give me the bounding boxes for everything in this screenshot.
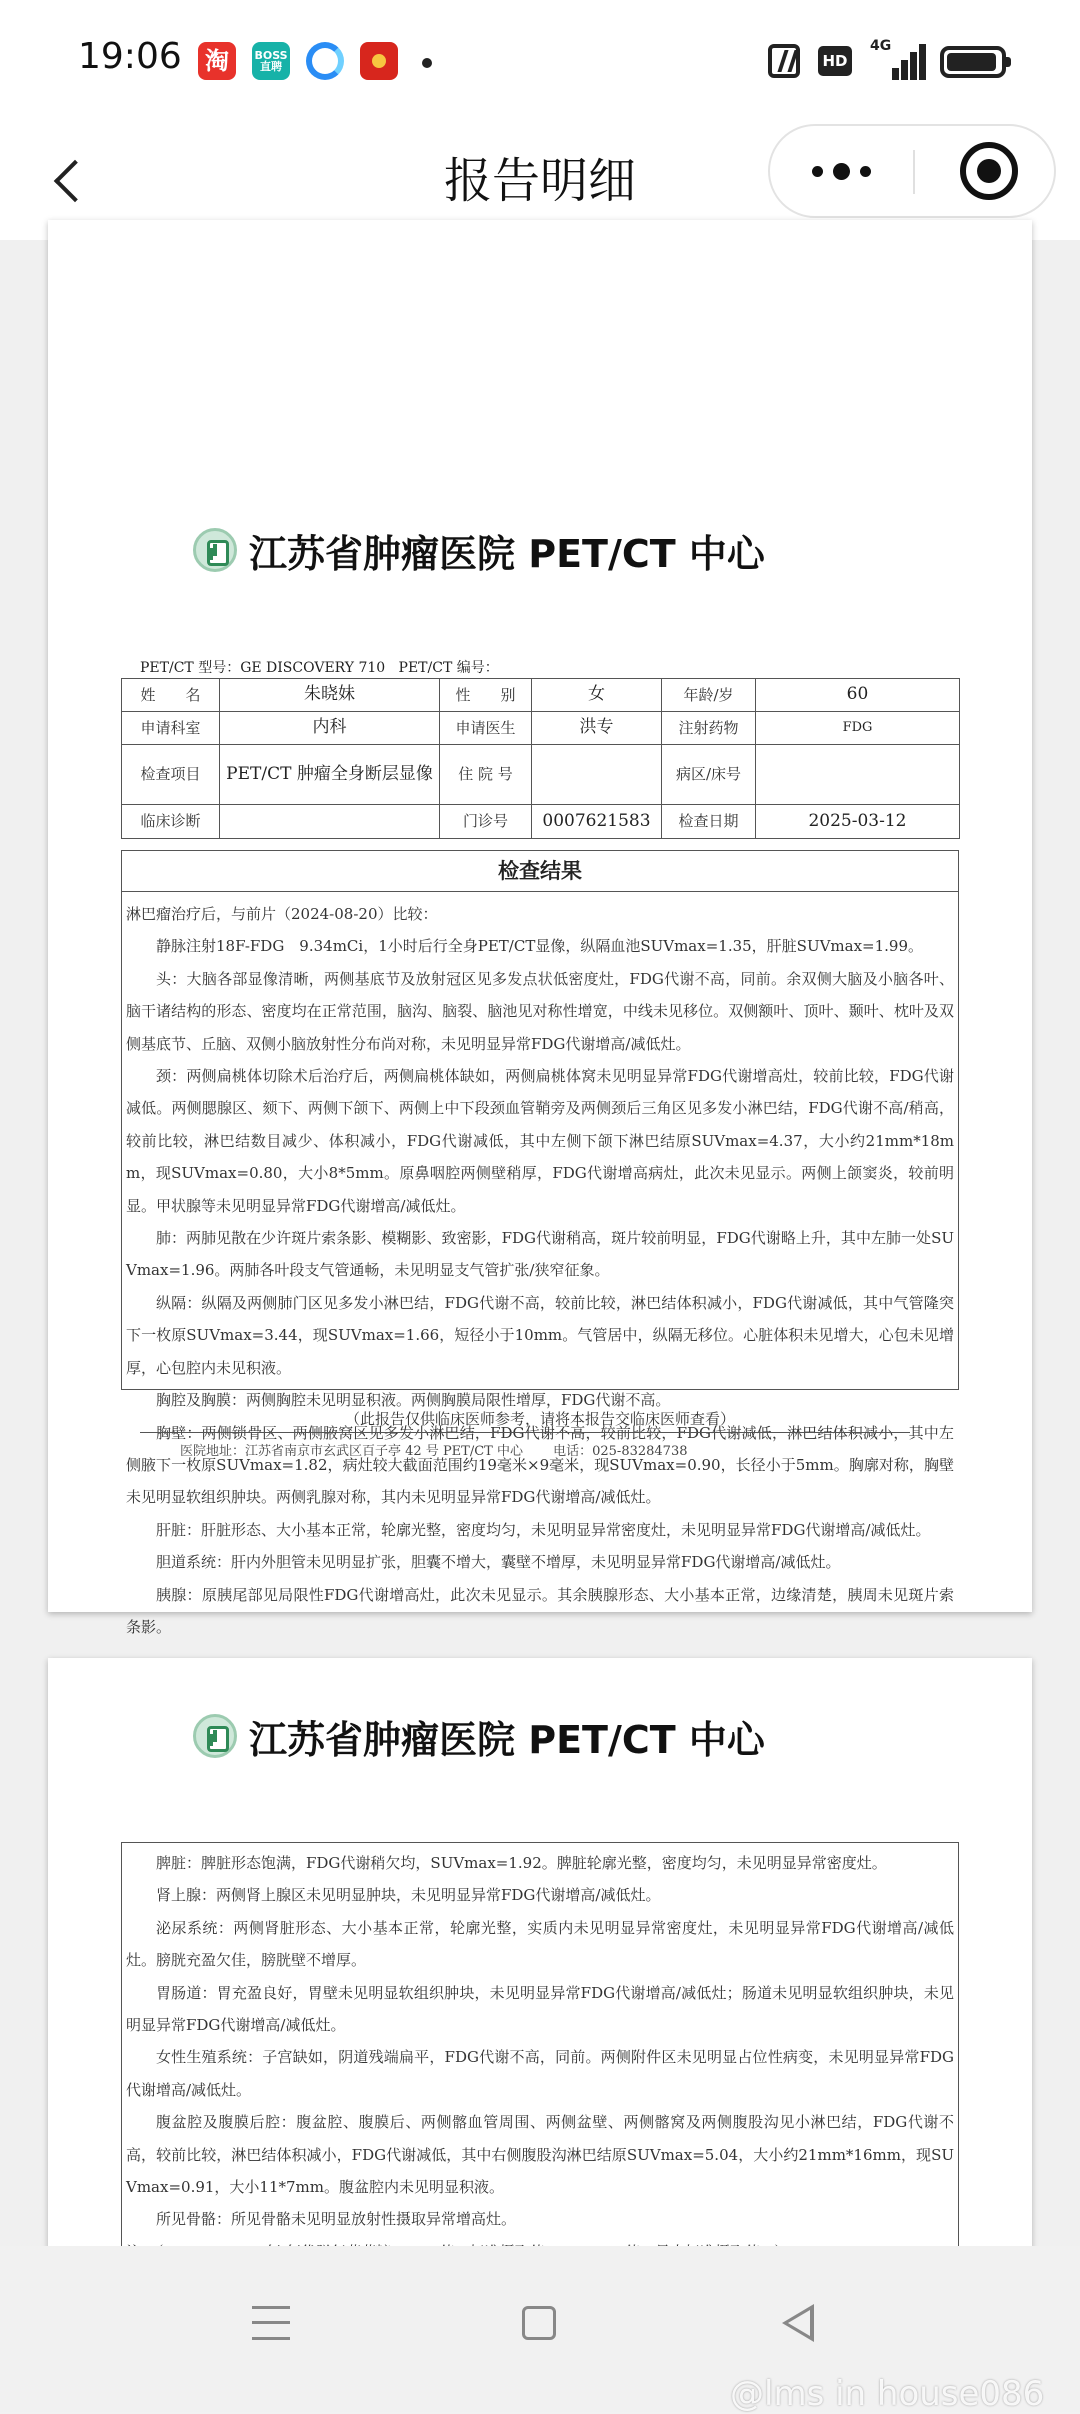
result-paragraph: 头：大脑各部显像清晰，两侧基底节及放射冠区见多发点状低密度灶，FDG代谢不高，同前。余双侧大脑及小脑各叶、脑干诸结构的形态、密度均在正常范围，脑沟、脑裂、脑池见对称性增宽，中线未见移位。双侧额叶、顶叶、颞叶、枕叶及双侧基底节、丘脑、双侧小脑放射性分布尚对称，未见明显异常FDG代谢增高/减低灶。 [126,969,954,1053]
diag-value [220,805,440,839]
outpatient-label: 门诊号 [440,805,532,839]
taobao-icon: 淘 [198,42,236,80]
result-paragraph: 所见骨骼：所见骨骼未见明显放射性摄取异常增高灶。 [156,2210,517,2229]
hospital-header [193,520,765,580]
network-type-label: 4G [870,38,892,54]
report-disclaimer: （此报告仅供临床医师参考，请将本报告交临床医师查看） [344,1410,735,1428]
drug-value: FDG [756,712,960,745]
report-page-1 [48,220,1032,1636]
exam-value: PET/CT 肿瘤全身断层显像 [220,745,440,805]
boss-zhipin-icon: BOSS直聘 [252,42,290,80]
age-label: 年龄/岁 [662,679,756,712]
hospital-logo-icon [193,1714,237,1758]
more-notifications-dot [422,58,432,68]
result-paragraph: 静脉注射18F-FDG 9.34mCi，1小时后行全身PET/CT显像，纵隔血池SUVmax=1.35，肝脏SUVmax=1.99。 [156,937,924,956]
dept-label: 申请科室 [122,712,220,745]
result-paragraph: 女性生殖系统：子宫缺如，阴道残端扁平，FDG代谢不高，同前。两侧附件区未见明显占位性病变，未见明显异常FDG代谢增高/减低灶。 [126,2048,954,2099]
patient-sex: 女 [532,679,662,712]
watermark: @lms in house086 [730,2374,1045,2414]
result-title: 检查结果 [122,851,958,892]
page-title: 报告明细 [443,153,636,209]
sex-label: 性 别 [440,679,532,712]
scanner-meta: PET/CT 型号：GE DISCOVERY 710 PET/CT 编号： [140,660,499,676]
ward-value [756,745,960,805]
doctor-label: 申请医生 [440,712,532,745]
result-paragraph: 纵隔：纵隔及两侧肺门区见多发小淋巴结，FDG代谢不高，较前比较，淋巴结体积减小，FDG代谢减低，其中气管隆突下一枚原SUVmax=3.44，现SUVmax=1.66，短径小于10mm。气管居中，纵隔无移位。心脏体积未见增大，心包未见增厚，心包腔内未见积液。 [126,1293,954,1377]
result-paragraph: 胃肠道：胃充盈良好，胃壁未见明显软组织肿块，未见明显异常FDG代谢增高/减低灶；肠道未见明显软组织肿块，未见明显异常FDG代谢增高/减低灶。 [126,1983,954,2035]
battery-icon [940,46,1006,78]
name-label: 姓 名 [122,679,220,712]
result-paragraph: 胰腺：原胰尾部见局限性FDG代谢增高灶，此次未见显示。其余胰腺形态、大小基本正常，边缘清楚，胰周未见斑片索条影。 [126,1585,954,1636]
patient-age: 60 [756,679,960,712]
ward-label: 病区/床号 [662,745,756,805]
capsule-divider [913,150,915,194]
result-paragraph: 胸腔及胸膜：两侧胸腔未见明显积液。两侧胸膜局限性增厚，FDG代谢不高。 [156,1391,671,1410]
hd-icon: HD [818,46,852,76]
result-paragraph: 腹盆腔及腹膜后腔：腹盆腔、腹膜后、两侧髂血管周围、两侧盆壁、两侧髂窝及两侧腹股沟见小淋巴结，FDG代谢不高，较前比较，淋巴结体积减小，FDG代谢减低，其中右侧腹股沟淋巴结原SUVmax=5.04，大小约21mm*16mm，现SUVmax=0.91，大小11*7mm。腹盆腔内未见明显积液。 [126,2113,954,2197]
result-paragraph: 胸壁：两侧锁骨区、两侧腋窝区见多发小淋巴结，FDG代谢不高，较前比较，FDG代谢减低，淋巴结体积减小，其中左侧腋下一枚原SUVmax=1.82，病灶较大截面范围约19毫米×9毫米，现SUVmax=0.90，长径小于5mm。胸廓对称，胸壁未见明显软组织肿块。两侧乳腺对称，其内未见明显异常FDG代谢增高/减低灶。 [126,1423,954,1507]
doctor-value: 洪专 [532,712,662,745]
dept-value: 内科 [220,712,440,745]
inpatient-label: 住 院 号 [440,745,532,805]
patient-name: 朱晓妹 [220,679,440,712]
nfc-icon [768,44,800,78]
back-nav-icon[interactable] [782,2304,822,2344]
result-paragraph: 肝脏：肝脏形态、大小基本正常，轮廓光整，密度均匀，未见明显异常密度灶，未见明显异常FDG代谢增高/减低灶。 [156,1520,931,1539]
result-paragraph: 肾上腺：两侧肾上腺区未见明显肿块，未见明显异常FDG代谢增高/减低灶。 [156,1886,661,1905]
footer-divider [140,1432,910,1433]
mini-program-capsule [768,124,1056,218]
more-options-icon[interactable] [770,126,913,216]
exam-date: 2025-03-12 [756,805,960,839]
report-viewport[interactable] [0,240,1080,2246]
date-label: 检查日期 [662,805,756,839]
result-paragraph: 肺：两肺见散在少许斑片索条影、模糊影、致密影，FDG代谢稍高，斑片较前明显，FDG代谢略上升，其中左肺一处SUVmax=1.96。两肺各叶段支气管通畅，未见明显支气管扩张/狭窄征象。 [126,1229,954,1280]
inpatient-value [532,745,662,805]
hospital-logo-icon [193,528,237,572]
signal-icon [870,38,926,80]
system-nav-bar [0,2246,1080,2412]
wallet-icon [360,42,398,80]
close-mini-program-icon[interactable] [960,142,1018,200]
result-paragraph: 脾脏：脾脏形态饱满，FDG代谢稍欠均，SUVmax=1.92。脾脏轮廓光整，密度均匀，未见明显异常密度灶。 [156,1854,887,1872]
result-paragraph: 淋巴瘤治疗后，与前片（2024-08-20）比较： [126,905,438,923]
status-time: 19:06 [78,36,182,77]
hospital-name: 江苏省肿瘤医院 PET/CT 中心 [249,531,765,576]
hospital-address: 医院地址：江苏省南京市玄武区百子亭 42 号 PET/CT 中心 电话：025-83284738 [180,1444,688,1459]
hospital-name: 江苏省肿瘤医院 PET/CT 中心 [249,1717,765,1762]
home-icon[interactable] [522,2306,556,2340]
drug-label: 注射药物 [662,712,756,745]
exam-label: 检查项目 [122,745,220,805]
status-bar [0,0,1080,120]
outpatient-value: 0007621583 [532,805,662,839]
result-paragraph: 泌尿系统：两侧肾脏形态、大小基本正常，轮廓光整，实质内未见明显异常密度灶，未见明显异常FDG代谢增高/减低灶。膀胱充盈欠佳，膀胱壁不增厚。 [126,1918,954,1970]
diag-label: 临床诊断 [122,805,220,839]
result-paragraph: 颈：两侧扁桃体切除术后治疗后，两侧扁桃体缺如，两侧扁桃体窝未见明显异常FDG代谢增高灶，较前比较，FDG代谢减低。两侧腮腺区、颏下、两侧下颌下、两侧上中下段颈血管鞘旁及两侧颈后三角区见多发小淋巴结，FDG代谢不高/稍高，较前比较，淋巴结数目减少、体积减小，FDG代谢减低，其中左侧下颌下淋巴结原SUVmax=4.37，大小约21mm*18mm，现SUVmax=0.80，大小8*5mm。原鼻咽腔两侧壁稍厚，FDG代谢增高病灶，此次未见显示。两侧上颌窦炎，较前明显。甲状腺等未见明显异常FDG代谢增高/减低灶。 [126,1067,954,1215]
hospital-header [193,1706,765,1766]
browser-icon [306,42,344,80]
recent-apps-icon[interactable] [252,2306,290,2340]
result-paragraph: 胆道系统：肝内外胆管未见明显扩张，胆囊不增大，囊壁不增厚，未见明显异常FDG代谢增高/减低灶。 [156,1553,841,1572]
patient-info-table [121,678,960,839]
